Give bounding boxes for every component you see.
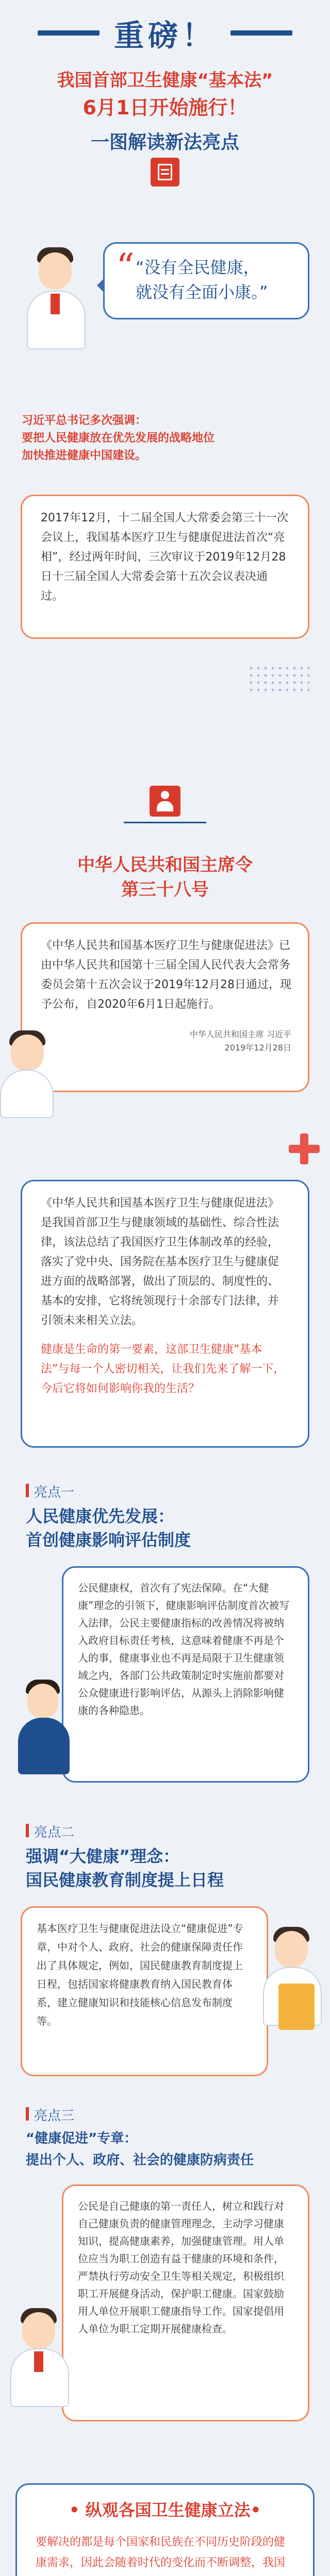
decree-signature bbox=[41, 1028, 291, 1055]
medical-cross-icon bbox=[289, 1133, 320, 1164]
citizen-suit bbox=[18, 1718, 70, 1774]
highlight-1-title bbox=[26, 1504, 191, 1552]
header bbox=[0, 0, 330, 191]
conclusion-para-1: 要解决的都是每个国家和民族在不同历史阶段的健康需求，因此会随着时代的变化而不断调整，我国 bbox=[36, 2536, 286, 2569]
dot-decoration bbox=[248, 665, 309, 696]
doctor-illustration bbox=[21, 247, 93, 350]
quote-bubble bbox=[103, 242, 309, 319]
doctor-small-coat bbox=[0, 1070, 54, 1118]
emblem-underline bbox=[124, 822, 206, 828]
conclusion-body bbox=[36, 2532, 293, 2576]
highlight-3-box bbox=[62, 2184, 309, 2421]
highlight-2-title bbox=[26, 1844, 224, 1892]
order-line-2: 第三十八号 bbox=[121, 879, 209, 900]
intro-para-2: 健康是生命的第一要素，这部卫生健康“基本法”与每一个人密切相关，让我们先来了解一下，今后它将如何影响你我的生活？ bbox=[41, 1343, 285, 1395]
highlight-2-box bbox=[21, 1906, 268, 2076]
quote-line-1: “没有全民健康， bbox=[136, 258, 260, 277]
quote-line-2: 就没有全面小康。” bbox=[136, 282, 268, 302]
citizen-illustration bbox=[15, 1680, 72, 1777]
xi-line-1: 习近平总书记多次强调： bbox=[22, 414, 147, 427]
highlight-3-bar bbox=[26, 2107, 29, 2121]
official-emblem bbox=[0, 786, 330, 848]
highlight-3-title-line-1: “健康促进”专章： bbox=[26, 2131, 138, 2146]
highlight-2-title-line-2: 国民健康教育制度提上日程 bbox=[26, 1870, 224, 1890]
xi-statement bbox=[22, 412, 214, 465]
doctor-tie bbox=[51, 294, 60, 314]
hero-row bbox=[0, 11, 330, 55]
order-title bbox=[0, 853, 330, 902]
quote-text bbox=[136, 255, 292, 304]
clipboard-icon bbox=[278, 1984, 315, 2030]
highlight-3-text: 公民是自己健康的第一责任人，树立和践行对自己健康负责的健康管理理念，主动学习健康知识，提高健康素养，加强健康管理。用人单位应当为职工创造有益于健康的环境和条件，严禁执行劳动安全卫生等相关规定，积极组织职工开展健身活动，保护职工健康。国家鼓励用人单位开展职工健康指导工作。国家提倡用人单位为职工定期开展健康检查。 bbox=[78, 2200, 284, 2335]
highlight-2-text: 基本医疗卫生与健康促进法设立“健康促进”专章，中对个人、政府、社会的健康保障责任作出了具体规定，例如，国民健康教育制度提上日程，包括国家将健康教育纳入国民教育体系，建立健康知识和技能核心信息发布制度等。 bbox=[37, 1922, 243, 2027]
doctor-head bbox=[39, 252, 72, 290]
doctor-small-head bbox=[11, 1035, 44, 1072]
nurse-illustration bbox=[263, 1927, 320, 2030]
doctor-3-illustration bbox=[10, 2308, 67, 2411]
hero-title: 重磅！ bbox=[113, 18, 216, 53]
highlight-1-label: 亮点一 bbox=[34, 1485, 75, 1500]
hero-bar-left bbox=[38, 30, 100, 36]
official-figure-icon bbox=[150, 786, 180, 817]
conclusion-title: • 纵观各国卫生健康立法• bbox=[69, 2500, 261, 2520]
highlight-3-label: 亮点三 bbox=[34, 2108, 75, 2124]
order-line-1: 中华人民共和国主席令 bbox=[77, 855, 253, 875]
decree-date: 2019年12月28日 bbox=[224, 1043, 291, 1053]
history-text: 2017年12月，十二届全国人大常委会第三十一次会议上，我国基本医疗卫生与健康促进法首次“亮相”，经过两年时间，三次审议于2019年12月28日十三届全国人大常委会第十五次会议表决通过。 bbox=[41, 512, 288, 603]
highlight-2-title-line-1: 强调“大健康”理念： bbox=[26, 1846, 180, 1866]
highlight-1-text: 公民健康权，首次有了宪法保障。在“大健康”理念的引领下，健康影响评估制度首次被写入法律，公民主要健康指标的改善情况将被纳入政府目标责任考核，这意味着健康不再是个人的事，健康事业也不再是局限于卫生健康领域之内，各部门公共政策制定时实施前都要对公众健康进行影响评估，从源头上消除影响健康的各种隐患。 bbox=[78, 1582, 290, 1717]
intro-box bbox=[21, 1180, 309, 1448]
subtitle-date: 6月1日开始施行！ bbox=[82, 96, 248, 119]
highlight-1-title-line-1: 人民健康优先发展： bbox=[26, 1506, 175, 1526]
conclusion-panel bbox=[15, 2483, 315, 2576]
doctor-3-head bbox=[22, 2312, 55, 2349]
highlight-1-bar bbox=[26, 1484, 29, 1497]
highlight-3-title-line-2: 提出个人、政府、社会的健康防病责任 bbox=[26, 2153, 254, 2168]
subtitle-interpret: 一图解读新法亮点 bbox=[90, 132, 239, 153]
decree-box bbox=[21, 922, 309, 1092]
subtitle-law: 我国首部卫生健康“基本法” bbox=[57, 70, 273, 91]
highlight-2-bar bbox=[26, 1824, 29, 1837]
quote-mark-icon: “ bbox=[116, 246, 135, 288]
intro-para-1: 《中华人民共和国基本医疗卫生与健康促进法》是我国首部卫生与健康领域的基础性、综合性法律，该法总结了我国医疗卫生体制改革的经验，落实了党中央、国务院在基本医疗卫生与健康促进方面的战略部署，做出了顶层的、制度性的、基本的安排，它将统领现行十余部专门法律，并引领未来相关立法。 bbox=[41, 1197, 279, 1327]
highlight-2-label: 亮点二 bbox=[34, 1825, 75, 1840]
highlight-1-box bbox=[62, 1566, 309, 1783]
highlight-3-title bbox=[26, 2128, 254, 2171]
xi-line-2: 要把人民健康放在优先发展的战略地位 bbox=[22, 432, 215, 445]
doctor-small-illustration bbox=[4, 1030, 51, 1118]
law-book-icon bbox=[151, 158, 179, 187]
highlight-1-title-line-2: 首创健康影响评估制度 bbox=[26, 1530, 191, 1550]
nurse-head bbox=[275, 1931, 308, 1968]
citizen-head bbox=[27, 1684, 58, 1719]
decree-text: 《中华人民共和国基本医疗卫生与健康促进法》已由中华人民共和国第十三届全国人民代表大会常务委员会第十五次会议于2019年12月28日通过，现予公布，自2020年6月1日起施行。 bbox=[41, 939, 291, 1011]
history-box bbox=[21, 495, 309, 639]
xi-line-3: 加快推进健康中国建设。 bbox=[22, 449, 147, 462]
hero-bar-right bbox=[230, 30, 292, 36]
decree-signer: 中华人民共和国主席 习近平 bbox=[189, 1029, 291, 1039]
doctor-3-tie bbox=[34, 2351, 43, 2372]
